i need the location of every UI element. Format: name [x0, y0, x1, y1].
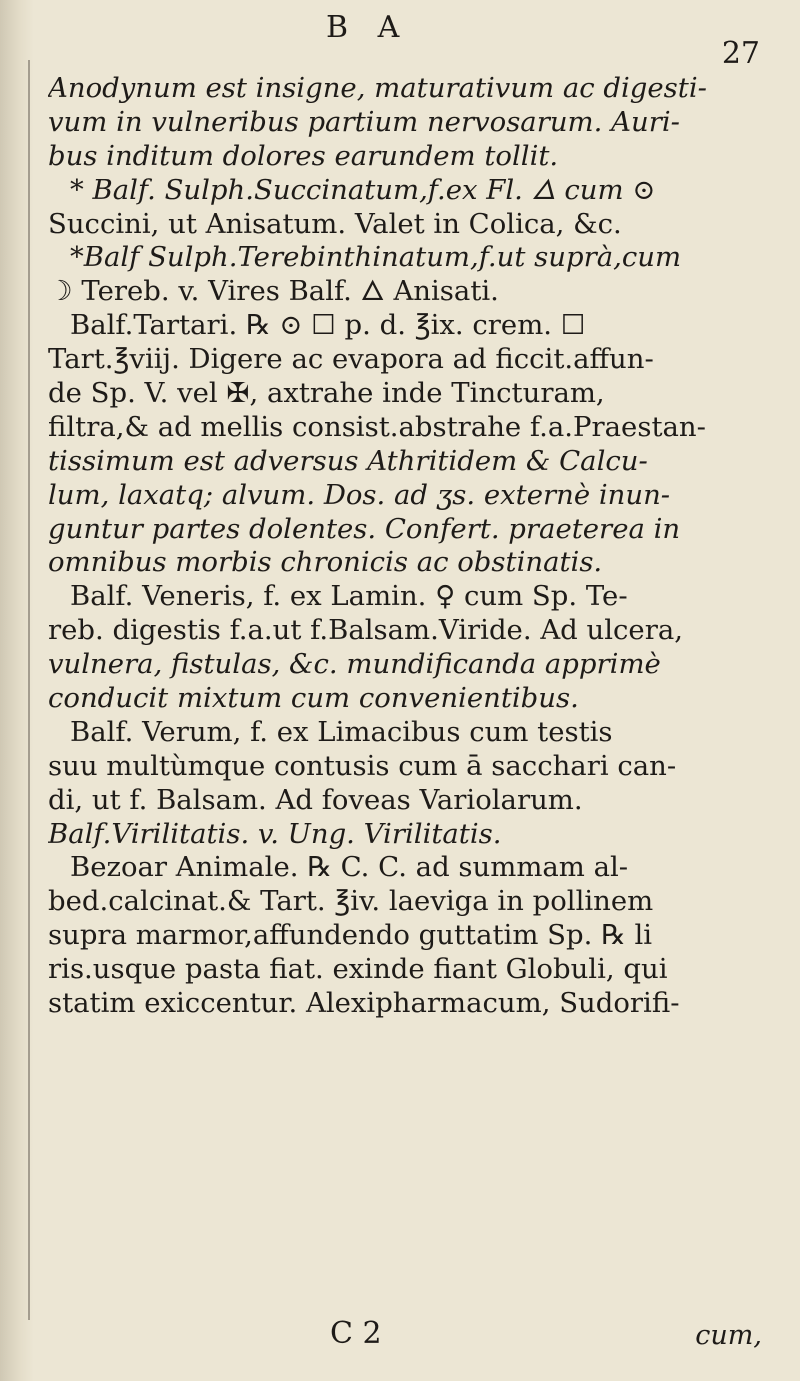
text-line: *Balf Sulph.Terebinthinatum,f.ut suprà,cum [70, 241, 682, 274]
text-line: lum, laxatq; alvum. Dos. ad ʒs. externè inun- [48, 478, 671, 511]
text-line: Succini, ut Anisatum. Valet in Colica, &c. [48, 207, 622, 240]
text-line: Anodynum est insigne, maturativum ac digesti- [48, 72, 707, 104]
text-line: Balf. Verum, f. ex Limacibus cum testis [70, 715, 613, 748]
text-line: de Sp. V. vel ✠, axtrahe inde Tincturam, [48, 377, 605, 410]
text-line: Balf. Veneris, f. ex Lamin. ♀ cum Sp. Te- [70, 580, 628, 613]
page-gutter [0, 0, 34, 1381]
text-line: filtra,& ad mellis consist.abstrahe f.a.Praestan- [48, 410, 706, 443]
text-line: Balf.Tartari. ℞ ⊙ ☐ p. d. ℥ix. crem. ☐ [70, 309, 586, 342]
signature-mark: C 2 [330, 1316, 382, 1351]
text-line: Balf.Virilitatis. v. Ung. Virilitatis. [48, 817, 502, 850]
text-line: vum in vulneribus partium nervosarum. Auri- [48, 105, 680, 138]
text-line: * Balf. Sulph.Succinatum,f.ex Fl. 🜂 cum ⊙ [70, 173, 656, 206]
text-line: conducit mixtum cum convenientibus. [48, 682, 579, 715]
text-line: vulnera, fistulas, &c. mundificanda apprimè [48, 648, 661, 681]
text-block [48, 72, 778, 1021]
text-line: ris.usque pasta fiat. exinde fiant Globuli, qui [48, 953, 668, 986]
text-line: suu multùmque contusis cum ā sacchari can- [48, 749, 677, 782]
page-number: 27 [721, 36, 760, 71]
text-line: statim exiccentur. Alexipharmacum, Sudorifi- [48, 987, 680, 1020]
catchword: cum, [695, 1320, 762, 1351]
text-line: ☽ Tereb. v. Vires Balf. 🜂 Anisati. [48, 275, 499, 308]
text-line: supra marmor,affundendo guttatim Sp. ℞ li [48, 919, 653, 952]
running-head: B A [326, 10, 410, 45]
page-footer [330, 1316, 790, 1356]
text-line: di, ut f. Balsam. Ad foveas Variolarum. [48, 783, 583, 816]
text-line: reb. digestis f.a.ut f.Balsam.Viride. Ad ulcera, [48, 614, 683, 647]
text-line: Bezoar Animale. ℞ C. C. ad summam al- [70, 851, 629, 884]
text-line: bus inditum dolores earundem tollit. [48, 139, 559, 172]
text-line: tissimum est adversus Athritidem & Calcu- [48, 444, 648, 477]
text-line: omnibus morbis chronicis ac obstinatis. [48, 546, 603, 579]
gutter-shadow-line [28, 60, 30, 1320]
text-line: guntur partes dolentes. Confert. praeterea in [48, 512, 681, 545]
text-line: Tart.℥viij. Digere ac evapora ad ficcit.affun- [48, 343, 654, 376]
text-line: bed.calcinat.& Tart. ℥iv. laeviga in pollinem [48, 885, 654, 918]
